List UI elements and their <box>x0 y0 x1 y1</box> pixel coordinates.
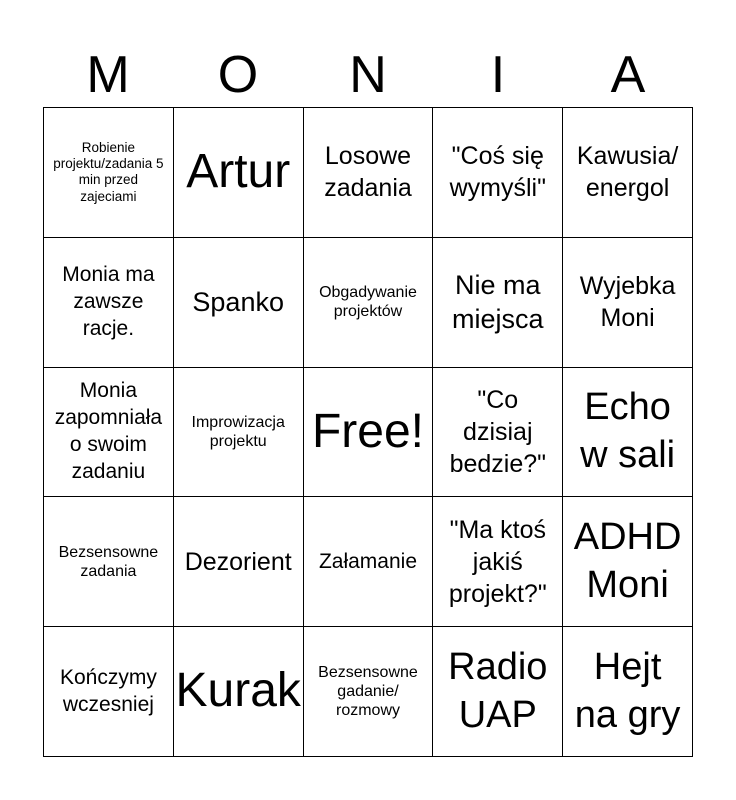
title-letter-o: O <box>217 46 259 104</box>
bingo-cell[interactable]: Dezorient <box>174 497 304 627</box>
bingo-cell[interactable]: Losowe zadania <box>304 108 434 238</box>
bingo-cell[interactable]: Monia ma zawsze racje. <box>44 238 174 368</box>
bingo-cell[interactable]: Nie ma miejsca <box>433 238 563 368</box>
bingo-cell[interactable]: Kurak <box>174 627 304 757</box>
bingo-cell[interactable]: Improwizacja projektu <box>174 368 304 498</box>
bingo-cell free-space[interactable]: Free! <box>304 368 434 498</box>
title-letter-a: A <box>610 46 646 104</box>
bingo-cell[interactable]: "Co dzisiaj bedzie?" <box>433 368 563 498</box>
bingo-title <box>43 44 693 106</box>
bingo-cell[interactable]: Załamanie <box>304 497 434 627</box>
bingo-cell[interactable]: "Ma ktoś jakiś projekt?" <box>433 497 563 627</box>
bingo-cell[interactable]: ADHD Moni <box>563 497 693 627</box>
bingo-cell[interactable]: Kończymy wczesniej <box>44 627 174 757</box>
bingo-cell[interactable]: Bezsensowne gadanie/ rozmowy <box>304 627 434 757</box>
bingo-cell[interactable]: Hejt na gry <box>563 627 693 757</box>
bingo-cell[interactable]: Monia zapomniała o swoim zadaniu <box>44 368 174 498</box>
bingo-cell[interactable]: Robienie projektu/zadania 5 min przed zajeciami <box>44 108 174 238</box>
title-letter-i: I <box>490 46 506 104</box>
bingo-cell[interactable]: Echo w sali <box>563 368 693 498</box>
bingo-cell[interactable]: Spanko <box>174 238 304 368</box>
bingo-board <box>43 107 693 757</box>
bingo-cell[interactable]: "Coś się wymyśli" <box>433 108 563 238</box>
bingo-cell[interactable]: Artur <box>174 108 304 238</box>
bingo-cell[interactable]: Bezsensowne zadania <box>44 497 174 627</box>
bingo-cell[interactable]: Kawusia/ energol <box>563 108 693 238</box>
title-letter-n: N <box>349 46 387 104</box>
bingo-cell[interactable]: Wyjebka Moni <box>563 238 693 368</box>
bingo-cell[interactable]: Obgadywanie projektów <box>304 238 434 368</box>
bingo-cell[interactable]: Radio UAP <box>433 627 563 757</box>
title-letter-m: M <box>86 46 130 104</box>
